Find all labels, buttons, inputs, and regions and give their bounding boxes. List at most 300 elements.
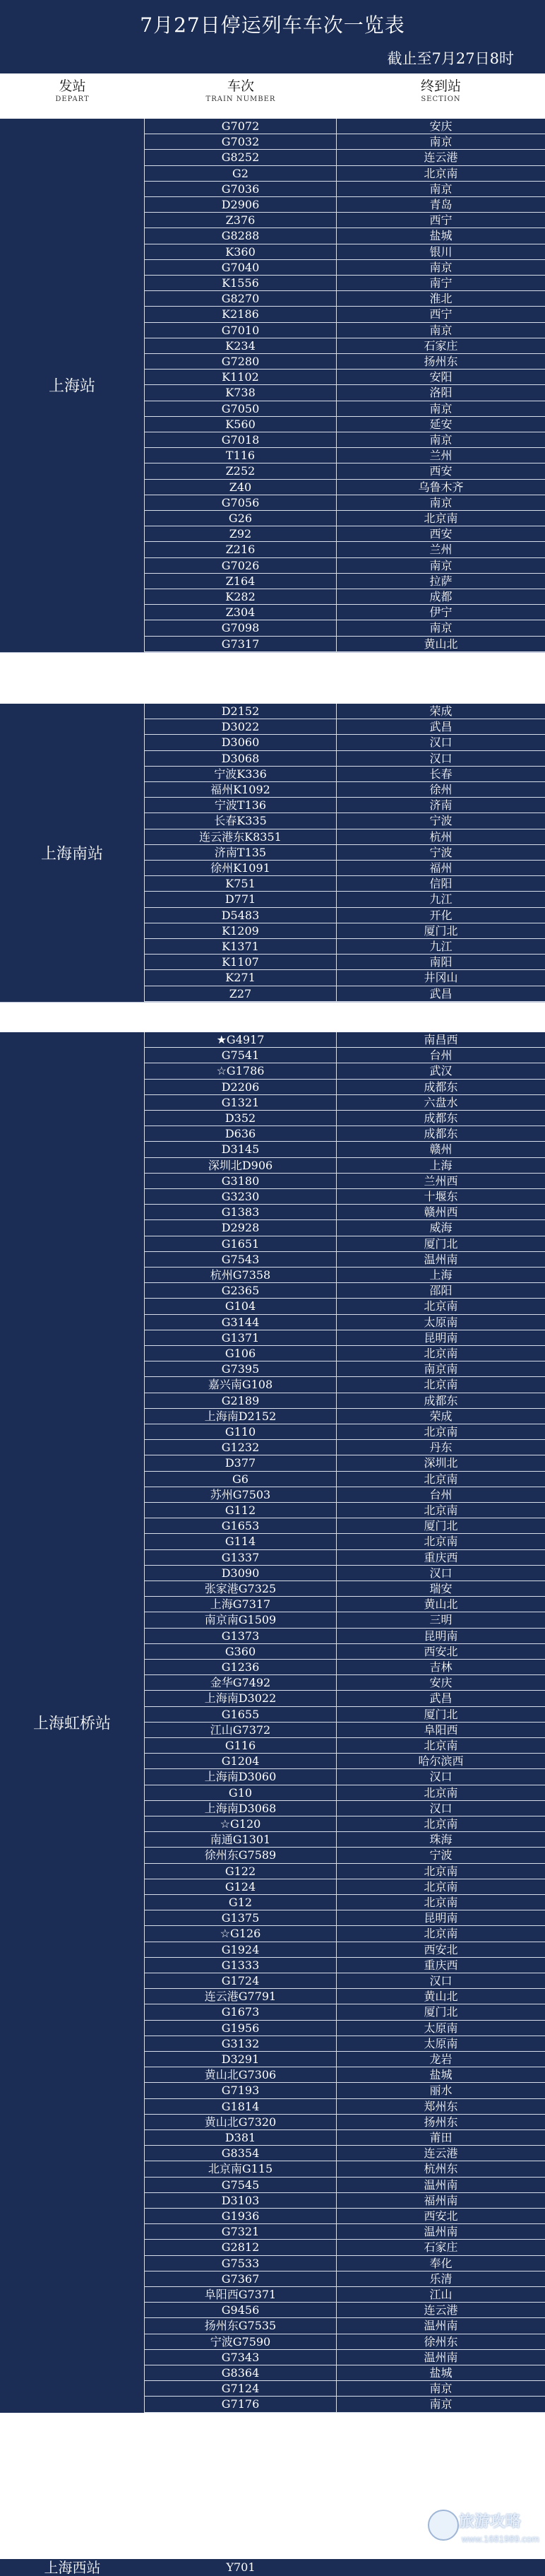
train-number-cell: G106 [145,1346,337,1361]
train-number-cell: G7395 [145,1361,337,1377]
train-number-cell: ★G4917 [145,1032,337,1048]
train-number-cell: 金华G7492 [145,1675,337,1691]
train-number-cell: G7072 [145,119,337,134]
destination-cell: 十堰东 [337,1189,545,1205]
destination-cell: 黄山北 [337,1989,545,2004]
destination-cell: 宁波 [337,845,545,861]
train-number-cell: K234 [145,338,337,354]
destination-cell: 福州南 [337,2193,545,2209]
train-number-cell: G6 [145,1472,337,1487]
train-number-cell: K1102 [145,370,337,385]
destination-cell: 石家庄 [337,338,545,354]
destination-cell: 南京 [337,2397,545,2412]
train-number-cell: 宁波G7590 [145,2334,337,2350]
destination-cell: 汉口 [337,1801,545,1816]
destination-cell: 武汉 [337,1063,545,1079]
train-number-cell: ☆G126 [145,1926,337,1942]
header-train-cn: 车次 [227,78,254,94]
destination-cell: 三明 [337,1612,545,1628]
train-number-cell: G7036 [145,182,337,197]
train-number-cell: 连云港G7791 [145,1989,337,2004]
destination-cell: 西安北 [337,1644,545,1660]
destination-cell: 福州 [337,861,545,876]
destination-cell: 丹东 [337,1440,545,1455]
train-number-cell: D3022 [145,719,337,735]
destination-cell: 成都东 [337,1080,545,1095]
train-number-cell: Z304 [145,605,337,620]
destination-cell: 扬州东 [337,2115,545,2130]
destination-cell: 盐城 [337,2067,545,2083]
destination-cell: 上海 [337,1268,545,1283]
destination-cell: 长春 [337,767,545,782]
destination-cell: 北京南 [337,1424,545,1440]
watermark-logo-icon [428,2510,459,2541]
destination-cell: 伊宁 [337,605,545,620]
destination-cell: 台州 [337,1487,545,1503]
destination-cell: 黄山北 [337,1597,545,1612]
train-number-cell: G116 [145,1738,337,1754]
train-number-cell: G1204 [145,1754,337,1769]
destination-cell: 深圳北 [337,1455,545,1471]
train-number-cell: K560 [145,417,337,432]
destination-cell: 开化 [337,908,545,923]
destination-cell: 南京 [337,495,545,511]
destination-cell: 荣成 [337,1409,545,1424]
train-number-cell: G3180 [145,1174,337,1189]
train-number-cell: ☆G1786 [145,1063,337,1079]
train-number-cell: 黄山北G7320 [145,2115,337,2130]
header-train-en: TRAIN NUMBER [205,95,276,103]
train-number-cell: G7343 [145,2350,337,2365]
train-number-cell: G7176 [145,2397,337,2412]
train-number-cell: G7010 [145,323,337,338]
destination-cell: 北京南 [337,1864,545,1879]
destination-cell: 南京 [337,134,545,150]
train-number-cell: G2812 [145,2240,337,2255]
train-number-cell: G1653 [145,1518,337,1534]
destination-cell: 西宁 [337,307,545,322]
depart-station-cell [0,1032,145,2413]
destination-cell: 淮北 [337,291,545,307]
destination-cell: 南京 [337,182,545,197]
destination-cell: 温州南 [337,2318,545,2334]
train-number-cell: G7026 [145,558,337,574]
train-number-cell: G7541 [145,1048,337,1063]
destination-cell: 南京 [337,432,545,448]
train-number-cell: G122 [145,1864,337,1879]
destination-cell: 温州南 [337,1252,545,1268]
destination-cell: 南宁 [337,276,545,291]
train-number-cell: G3230 [145,1189,337,1205]
destination-cell: 乌鲁木齐 [337,480,545,495]
train-number-cell: 黄山北G7306 [145,2067,337,2083]
train-number-cell: ☆G120 [145,1816,337,1832]
destination-cell: 徐州东 [337,2334,545,2350]
train-number-cell: G1337 [145,1550,337,1566]
train-number-cell: D2152 [145,704,337,719]
train-number-cell: G7543 [145,1252,337,1268]
train-number-cell: G1724 [145,1973,337,1989]
train-number-cell: 深圳北D906 [145,1158,337,1174]
train-number-cell: G2 [145,166,337,182]
destination-cell: 郑州东 [337,2099,545,2115]
destination-cell: 莆田 [337,2130,545,2146]
destination-cell: 赣州 [337,1142,545,1157]
train-number-cell: D771 [145,892,337,907]
train-number-cell: 南京南G1509 [145,1612,337,1628]
destination-cell: 龙岩 [337,2052,545,2067]
train-number-cell: G1673 [145,2004,337,2020]
destination-cell: 北京南 [337,1926,545,1942]
train-number-cell: 济南T135 [145,845,337,861]
destination-cell: 盐城 [337,228,545,244]
train-number-cell: 宁波K336 [145,767,337,782]
destination-cell: 威海 [337,1220,545,1236]
destination-cell: 盐城 [337,2365,545,2381]
destination-cell: 洛阳 [337,385,545,401]
destination-cell: 珠海 [337,1832,545,1848]
train-number-cell: G8354 [145,2146,337,2161]
destination-cell: 成都 [337,589,545,605]
train-number-cell: G2365 [145,1283,337,1299]
destination-cell: 武昌 [337,719,545,735]
header-depart [0,73,145,119]
train-number-cell: D3145 [145,1142,337,1157]
destination-cell: 连云港 [337,2303,545,2318]
train-number-cell: G9456 [145,2303,337,2318]
train-number-cell: G360 [145,1644,337,1660]
train-number-cell: K1556 [145,276,337,291]
section-divider [0,1002,545,1033]
destination-cell: 昆明南 [337,1330,545,1346]
destination-cell: 连云港 [337,2146,545,2161]
destination-cell: 台州 [337,1048,545,1063]
train-number-cell: T116 [145,448,337,463]
destination-cell: 北京南 [337,1346,545,1361]
train-number-cell: 徐州K1091 [145,861,337,876]
train-number-cell: 上海G7317 [145,1597,337,1612]
destination-cell: 北京南 [337,1534,545,1549]
train-number-cell: K2186 [145,307,337,322]
destination-cell: 温州南 [337,2178,545,2193]
destination-cell: 厦门北 [337,1518,545,1534]
train-number-cell: 杭州G7358 [145,1268,337,1283]
train-number-cell: G7193 [145,2083,337,2098]
train-number-cell: 张家港G7325 [145,1581,337,1597]
train-number-cell: D3103 [145,2193,337,2209]
destination-cell: 北京南 [337,1879,545,1895]
train-number-cell: G8252 [145,150,337,165]
destination-cell: 九江 [337,892,545,907]
destination-cell: 西宁 [337,213,545,228]
destination-cell: 南京 [337,558,545,574]
destination-cell: 徐州 [337,782,545,798]
destination-cell: 太原南 [337,1315,545,1330]
train-number-cell: K282 [145,589,337,605]
train-number-cell: G1236 [145,1660,337,1675]
destination-cell: 北京南 [337,1377,545,1393]
destination-cell: 西安 [337,526,545,542]
destination-cell: 南阳 [337,955,545,970]
destination-cell: 武昌 [337,986,545,1002]
train-number-cell: Z27 [145,986,337,1002]
train-number-cell: 上海南D2152 [145,1409,337,1424]
watermark [428,2505,541,2555]
destination-cell: 成都东 [337,1111,545,1126]
destination-cell: 武昌 [337,1691,545,1706]
destination-cell: 太原南 [337,2021,545,2036]
destination-cell: 南京 [337,323,545,338]
train-number-cell: D352 [145,1111,337,1126]
train-number-cell: Z216 [145,542,337,557]
destination-cell: 邵阳 [337,1283,545,1299]
train-number-cell: K1371 [145,939,337,955]
destination-cell: 成都东 [337,1393,545,1409]
destination-cell: 安庆 [337,1675,545,1691]
train-number-cell: G8288 [145,228,337,244]
train-number-cell: G8270 [145,291,337,307]
destination-cell: 兰州西 [337,1174,545,1189]
train-number-cell: K1107 [145,955,337,970]
train-number-cell: G7545 [145,2178,337,2193]
destination-cell: 瑞安 [337,1581,545,1597]
footer-depart: 上海西站 [44,2559,101,2576]
train-number-cell: D377 [145,1455,337,1471]
train-number-cell: K738 [145,385,337,401]
destination-cell: 上海 [337,1158,545,1174]
destination-cell: 石家庄 [337,2240,545,2255]
train-number-cell: D3291 [145,2052,337,2067]
destination-cell: 昆明南 [337,1910,545,1926]
train-number-cell: 嘉兴南G108 [145,1377,337,1393]
train-number-cell: G3132 [145,2036,337,2052]
train-number-cell: G1651 [145,1236,337,1252]
destination-cell: 汉口 [337,1973,545,1989]
destination-cell: 六盘水 [337,1095,545,1111]
title-band [0,0,545,73]
destination-cell: 南京南 [337,1361,545,1377]
train-number-cell: G3144 [145,1315,337,1330]
train-number-cell: D381 [145,2130,337,2146]
train-number-cell: G1814 [145,2099,337,2115]
train-number-cell: G7124 [145,2381,337,2397]
destination-cell: 安庆 [337,119,545,134]
train-number-cell: G1936 [145,2209,337,2224]
train-number-cell: 上海南D3068 [145,1801,337,1816]
train-number-cell: 福州K1092 [145,782,337,798]
destination-cell: 北京南 [337,1503,545,1518]
train-number-cell: G7280 [145,354,337,370]
train-number-cell: G1371 [145,1330,337,1346]
train-number-cell: Z376 [145,213,337,228]
train-number-cell: D2906 [145,197,337,213]
destination-cell: 厦门北 [337,1707,545,1723]
header-section-en: SECTION [421,95,461,103]
watermark-url: www.1681989.com [462,2534,539,2544]
train-number-cell: 江山G7372 [145,1723,337,1738]
train-number-cell: G1956 [145,2021,337,2036]
train-number-cell: 徐州东G7589 [145,1848,337,1863]
destination-cell: 连云港 [337,150,545,165]
destination-cell: 南京 [337,260,545,276]
train-number-cell: G1383 [145,1205,337,1220]
train-number-cell: G1373 [145,1629,337,1644]
train-number-cell: G1375 [145,1910,337,1926]
destination-cell: 南京 [337,620,545,636]
destination-cell: 汉口 [337,1769,545,1785]
train-number-cell: G1232 [145,1440,337,1455]
train-number-cell: G110 [145,1424,337,1440]
train-number-cell: 北京南G115 [145,2161,337,2177]
train-number-cell: 上海南D3060 [145,1769,337,1785]
train-number-cell: G7321 [145,2224,337,2240]
train-number-cell: G7050 [145,401,337,417]
destination-cell: 江山 [337,2287,545,2303]
destination-cell: 阜阳西 [337,1723,545,1738]
train-number-cell: G7018 [145,432,337,448]
destination-cell: 南京 [337,2381,545,2397]
destination-cell: 南京 [337,401,545,417]
destination-cell: 兰州 [337,448,545,463]
train-number-cell: 宁波T136 [145,798,337,813]
header-depart-en: DEPART [55,95,90,103]
destination-cell: 厦门北 [337,1236,545,1252]
watermark-text: 旅游攻略 [459,2512,522,2530]
footer-row [0,2559,545,2576]
destination-cell: 汉口 [337,1566,545,1581]
train-number-cell: G26 [145,511,337,526]
train-number-cell: D2206 [145,1080,337,1095]
destination-cell: 兰州 [337,542,545,557]
destination-cell: 北京南 [337,1895,545,1910]
destination-cell: 杭州 [337,829,545,845]
destination-cell: 温州南 [337,2224,545,2240]
destination-cell: 青岛 [337,197,545,213]
train-number-cell: G7367 [145,2271,337,2287]
destination-cell: 温州南 [337,2350,545,2365]
train-number-cell: 苏州G7503 [145,1487,337,1503]
destination-cell: 吉林 [337,1660,545,1675]
destination-cell: 昆明南 [337,1629,545,1644]
train-number-cell: G1655 [145,1707,337,1723]
train-number-cell: 上海南D3022 [145,1691,337,1706]
destination-cell: 杭州东 [337,2161,545,2177]
footer-train: Y701 [226,2560,256,2574]
train-number-cell: 扬州东G7535 [145,2318,337,2334]
train-number-cell: 南通G1301 [145,1832,337,1848]
train-number-cell: K1209 [145,923,337,939]
train-number-cell: K360 [145,244,337,260]
train-number-cell: Z164 [145,574,337,589]
destination-cell: 乐清 [337,2271,545,2287]
train-number-cell: K751 [145,876,337,892]
destination-cell: 荣成 [337,704,545,719]
header-train [145,73,337,119]
destination-cell: 九江 [337,939,545,955]
destination-cell: 成都东 [337,1126,545,1142]
train-number-cell: D3060 [145,735,337,750]
train-number-cell: G114 [145,1534,337,1549]
destination-cell: 厦门北 [337,2004,545,2020]
destination-cell: 拉萨 [337,574,545,589]
train-number-cell: Z40 [145,480,337,495]
train-number-cell: G124 [145,1879,337,1895]
destination-cell: 北京南 [337,1785,545,1801]
destination-cell: 太原南 [337,2036,545,2052]
destination-cell: 黄山北 [337,637,545,652]
destination-cell: 北京南 [337,1299,545,1314]
destination-cell: 西安北 [337,2209,545,2224]
destination-cell: 信阳 [337,876,545,892]
destination-cell: 银川 [337,244,545,260]
destination-cell: 重庆西 [337,1550,545,1566]
train-number-cell: Z92 [145,526,337,542]
train-number-cell: G112 [145,1503,337,1518]
destination-cell: 汉口 [337,735,545,750]
destination-cell: 奉化 [337,2256,545,2271]
train-number-cell: D636 [145,1126,337,1142]
header-section-cn: 终到站 [420,78,461,94]
train-number-cell: G1924 [145,1942,337,1958]
train-number-cell: G7056 [145,495,337,511]
destination-cell: 南昌西 [337,1032,545,1048]
train-number-cell: G7533 [145,2256,337,2271]
header-section [337,73,545,119]
train-number-cell: G104 [145,1299,337,1314]
train-number-cell: D5483 [145,908,337,923]
destination-cell: 宁波 [337,813,545,829]
depart-station-label: 上海虹桥站 [32,1715,111,1733]
destination-cell: 汉口 [337,751,545,767]
train-number-cell: K271 [145,970,337,986]
train-number-cell: D3068 [145,751,337,767]
destination-cell: 北京南 [337,511,545,526]
destination-cell: 扬州东 [337,354,545,370]
destination-cell: 北京南 [337,1738,545,1754]
destination-cell: 西安 [337,463,545,479]
destination-cell: 北京南 [337,1816,545,1832]
train-number-cell: 连云港东K8351 [145,829,337,845]
section-divider [0,652,545,704]
train-number-cell: G10 [145,1785,337,1801]
depart-station-label: 上海站 [48,377,95,396]
train-number-cell: G7040 [145,260,337,276]
depart-station-cell [0,704,145,1002]
train-number-cell: G1321 [145,1095,337,1111]
destination-cell: 延安 [337,417,545,432]
train-number-cell: G2189 [145,1393,337,1409]
depart-station-cell [0,119,145,652]
train-number-cell: 长春K335 [145,813,337,829]
train-number-cell: G8364 [145,2365,337,2381]
destination-cell: 济南 [337,798,545,813]
destination-cell: 北京南 [337,1472,545,1487]
destination-cell: 重庆西 [337,1958,545,1973]
page-title: 7月27日停运列车车次一览表 [140,13,405,37]
destination-cell: 丽水 [337,2083,545,2098]
destination-cell: 赣州西 [337,1205,545,1220]
train-number-cell: Z252 [145,463,337,479]
destination-cell: 井冈山 [337,970,545,986]
page-subtitle: 截止至7月27日8时 [387,50,514,67]
destination-cell: 西安北 [337,1942,545,1958]
destination-cell: 哈尔滨西 [337,1754,545,1769]
train-number-cell: G12 [145,1895,337,1910]
destination-cell: 安阳 [337,370,545,385]
depart-station-label: 上海南站 [40,845,103,863]
header-depart-cn: 发站 [59,78,86,94]
train-number-cell: D2928 [145,1220,337,1236]
